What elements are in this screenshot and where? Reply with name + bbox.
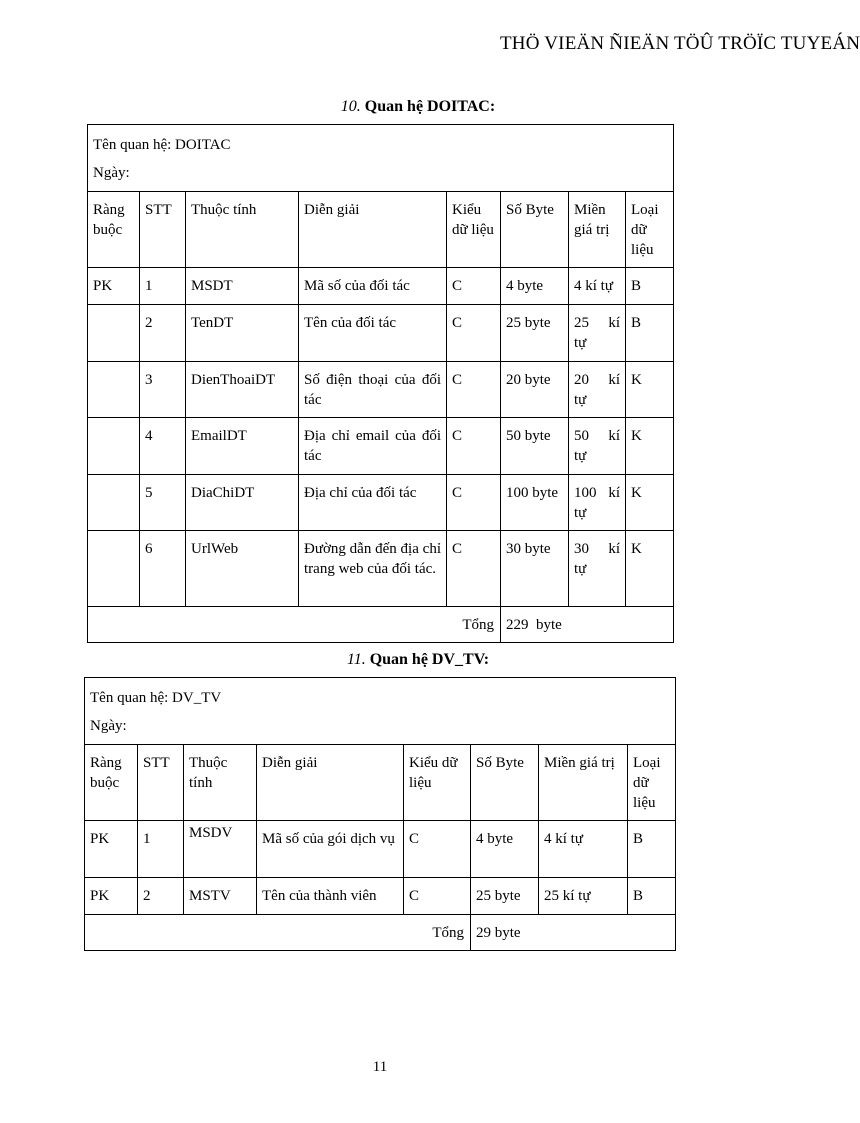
table-header-row (85, 745, 676, 821)
cell-stt: 4 (140, 418, 186, 475)
cell-kind: B (626, 268, 674, 305)
cell-constraint (88, 305, 140, 362)
cell-constraint (88, 418, 140, 475)
cell-kind: B (628, 878, 676, 915)
cell-datatype: C (404, 878, 471, 915)
cell-constraint: PK (85, 878, 138, 915)
cell-constraint (88, 362, 140, 418)
cell-stt: 1 (140, 268, 186, 305)
caption-number: 10. (340, 98, 361, 115)
col-header-bytes: Số Byte (501, 192, 569, 268)
relation-table-doitac (87, 124, 674, 643)
cell-stt: 2 (138, 878, 184, 915)
table-row (85, 878, 676, 915)
cell-bytes: 100 byte (501, 475, 569, 531)
table-row (88, 305, 674, 362)
relation-info-cell (88, 125, 674, 192)
section-caption-doitac (10, 97, 826, 117)
col-header-kind: Loại dữ liệu (628, 745, 676, 821)
cell-domain: 100 kí tự (569, 475, 626, 531)
col-header-stt: STT (140, 192, 186, 268)
cell-domain: 50 kí tự (569, 418, 626, 475)
col-header-kind: Loại dữ liệu (626, 192, 674, 268)
col-header-datatype: Kiểu dữ liệu (447, 192, 501, 268)
caption-number: 11. (346, 651, 366, 668)
cell-attribute: DienThoaiDT (186, 362, 299, 418)
cell-datatype: C (447, 268, 501, 305)
col-header-domain: Miền giá trị (569, 192, 626, 268)
cell-datatype: C (447, 418, 501, 475)
col-header-bytes: Số Byte (471, 745, 539, 821)
cell-kind: K (626, 531, 674, 607)
cell-stt: 3 (140, 362, 186, 418)
cell-stt: 6 (140, 531, 186, 607)
cell-constraint (88, 475, 140, 531)
cell-domain: 25 kí tự (539, 878, 628, 915)
cell-stt: 2 (140, 305, 186, 362)
cell-domain: 20 kí tự (569, 362, 626, 418)
cell-domain: 25 kí tự (569, 305, 626, 362)
section-caption-dv-tv (10, 650, 826, 670)
cell-domain: 4 kí tự (539, 821, 628, 878)
cell-constraint (88, 531, 140, 607)
relation-info-row (88, 125, 674, 192)
table-row (88, 362, 674, 418)
cell-attribute: UrlWeb (186, 531, 299, 607)
cell-attribute: TenDT (186, 305, 299, 362)
relation-info-cell (85, 678, 676, 745)
col-header-description: Diễn giải (299, 192, 447, 268)
cell-datatype: C (447, 305, 501, 362)
cell-description: Tên của thành viên (257, 878, 404, 915)
cell-datatype: C (447, 531, 501, 607)
cell-kind: B (626, 305, 674, 362)
col-header-stt: STT (138, 745, 184, 821)
relation-name-label: Tên quan hệ: DOITAC (93, 137, 231, 153)
total-row (85, 915, 676, 951)
cell-description: Mã số của gói dịch vụ (257, 821, 404, 878)
date-label: Ngày: (90, 718, 127, 734)
cell-description: Địa chỉ email của đối tác (299, 418, 447, 475)
total-label: Tổng (88, 607, 501, 643)
cell-description: Đường dẫn đến địa chỉ trang web của đối tác. (299, 531, 447, 607)
col-header-domain: Miền giá trị (539, 745, 628, 821)
table-header-row (88, 192, 674, 268)
relation-table-dv-tv (84, 677, 676, 951)
table-row (88, 531, 674, 607)
cell-attribute: DiaChiDT (186, 475, 299, 531)
cell-attribute: EmailDT (186, 418, 299, 475)
cell-datatype: C (404, 821, 471, 878)
cell-bytes: 50 byte (501, 418, 569, 475)
table-row (85, 821, 676, 878)
total-value: 29 byte (471, 915, 676, 951)
cell-bytes: 25 byte (471, 878, 539, 915)
cell-description: Mã số của đối tác (299, 268, 447, 305)
cell-bytes: 4 byte (501, 268, 569, 305)
relation-info-row (85, 678, 676, 745)
cell-attribute: MSDV (184, 821, 257, 878)
caption-title: Quan hệ DOITAC: (364, 98, 496, 115)
col-header-attribute: Thuộc tính (184, 745, 257, 821)
cell-attribute: MSTV (184, 878, 257, 915)
table-row (88, 268, 674, 305)
date-label: Ngày: (93, 165, 130, 181)
cell-kind: B (628, 821, 676, 878)
relation-name-label: Tên quan hệ: DV_TV (90, 690, 222, 706)
table-row (88, 418, 674, 475)
cell-bytes: 30 byte (501, 531, 569, 607)
cell-datatype: C (447, 362, 501, 418)
caption-title: Quan hệ DV_TV: (369, 651, 490, 668)
total-label: Tổng (85, 915, 471, 951)
col-header-description: Diễn giải (257, 745, 404, 821)
cell-kind: K (626, 362, 674, 418)
cell-constraint: PK (85, 821, 138, 878)
cell-stt: 5 (140, 475, 186, 531)
cell-attribute: MSDT (186, 268, 299, 305)
cell-domain: 30 kí tự (569, 531, 626, 607)
cell-bytes: 20 byte (501, 362, 569, 418)
cell-description: Số điện thoại của đối tác (299, 362, 447, 418)
col-header-constraint: Ràng buộc (85, 745, 138, 821)
col-header-datatype: Kiểu dữ liệu (404, 745, 471, 821)
total-row (88, 607, 674, 643)
col-header-attribute: Thuộc tính (186, 192, 299, 268)
cell-kind: K (626, 475, 674, 531)
cell-domain: 4 kí tự (569, 268, 626, 305)
cell-kind: K (626, 418, 674, 475)
table-row (88, 475, 674, 531)
page-header: THÖ VIEÄN ÑIEÄN TÖÛ TRÖÏC TUYEÁN (500, 33, 860, 54)
cell-bytes: 4 byte (471, 821, 539, 878)
cell-bytes: 25 byte (501, 305, 569, 362)
cell-constraint: PK (88, 268, 140, 305)
cell-description: Tên của đối tác (299, 305, 447, 362)
cell-datatype: C (447, 475, 501, 531)
cell-description: Địa chỉ của đối tác (299, 475, 447, 531)
col-header-constraint: Ràng buộc (88, 192, 140, 268)
total-value: 229 byte (501, 607, 674, 643)
cell-stt: 1 (138, 821, 184, 878)
page-number: 11 (372, 1059, 388, 1075)
